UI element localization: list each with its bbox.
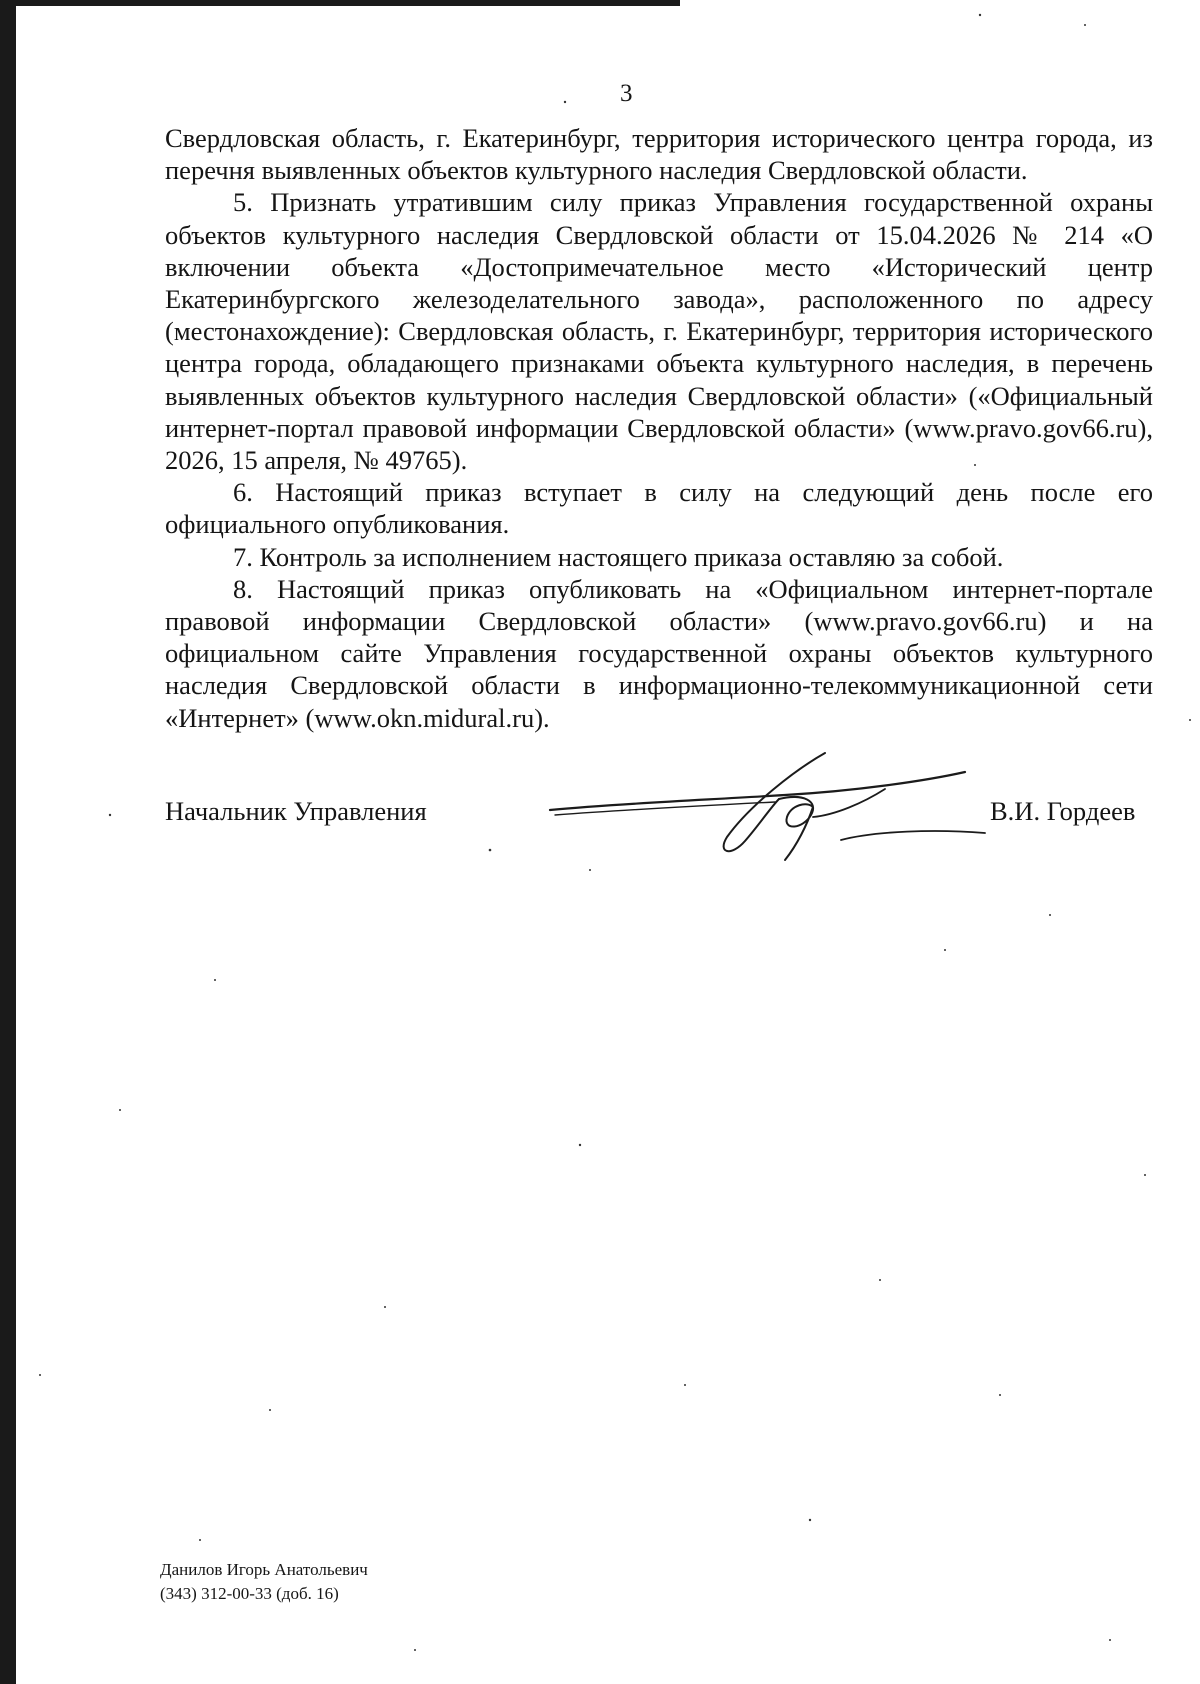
page-number: 3 [620, 80, 633, 107]
paragraph-continuation: Свердловская область, г. Екатеринбург, территория исторического центра города, из перечня выявленных объектов культурного наследия Свердловской области. [165, 123, 1153, 186]
executor-footer [160, 1558, 368, 1606]
paragraph-item-8: 8. Настоящий приказ опубликовать на «Официальном интернет-портале правовой информации Свердловской области» (www.pravo.gov66.ru) и на официальном сайте Управления государственной охраны объектов культурного наследия Свердловской области в информационно-телекоммуникационной сети «Интернет» (www.okn.midural.ru). [165, 573, 1153, 733]
paragraph-item-5: 5. Признать утратившим силу приказ Управления государственной охраны объектов культурного наследия Свердловской области от 15.04.2026 № 214 «О включении объекта «Достопримечательное место «Исторический центр Екатеринбургского железоделательного завода», расположенного по адресу (местонахождение): Свердловская область, г. Екатеринбург, территория исторического центра города, обладающего признаками объекта культурного наследия, в перечень выявленных объектов культурного наследия Свердловской области» («Официальный интернет-портал правовой информации Свердловской области» (www.pravo.gov66.ru), 2026, 15 апреля, № 49765). [165, 187, 1153, 476]
scan-edge-left [0, 0, 16, 1684]
signatory-name: В.И. Гордеев [990, 796, 1136, 826]
scan-edge-top [0, 0, 680, 6]
handwritten-signature [545, 745, 995, 865]
paragraph-item-6: 6. Настоящий приказ вступает в силу на следующий день после его официального опубликования. [165, 477, 1153, 540]
executor-name: Данилов Игорь Анатольевич [160, 1560, 368, 1579]
paragraph-item-7: 7. Контроль за исполнением настоящего приказа оставляю за собой. [233, 541, 1004, 572]
document-body [165, 122, 1153, 734]
executor-phone: (343) 312-00-33 (доб. 16) [160, 1584, 339, 1603]
signatory-position: Начальник Управления [165, 796, 427, 826]
